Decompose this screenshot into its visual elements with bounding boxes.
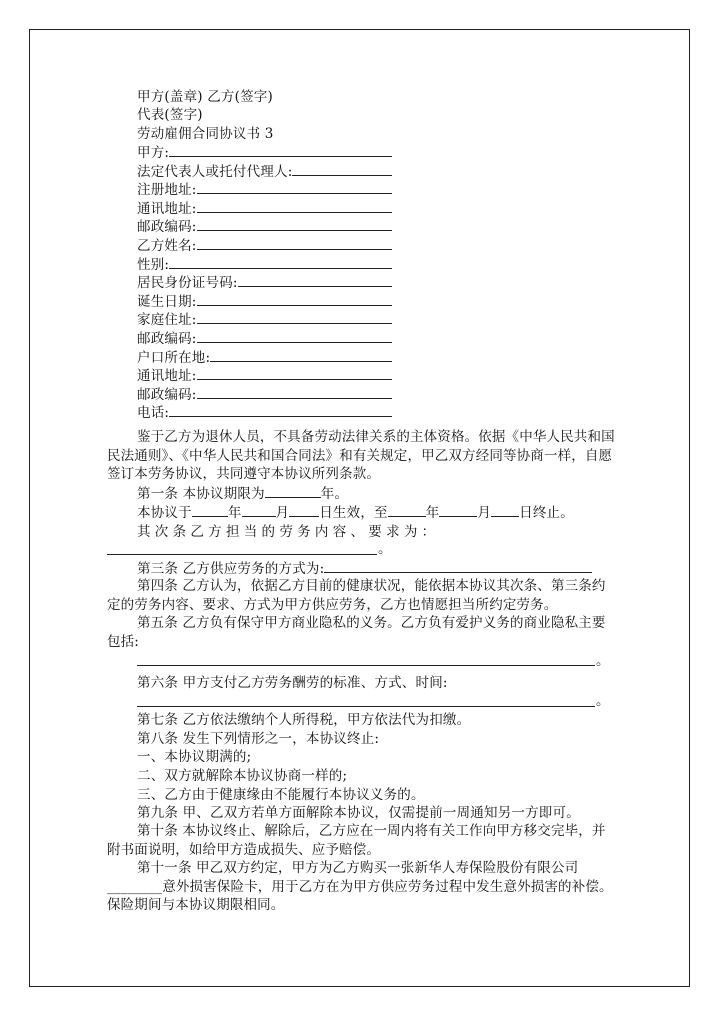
form-field-row <box>137 217 392 236</box>
form-field-blank[interactable] <box>169 143 392 157</box>
form-field-blank[interactable] <box>197 329 392 343</box>
article-2: 其 次 条 乙 方 担 当 的 劳 务 内 容 、 要 求 为 ： <box>137 524 436 540</box>
article-8-item-1: 一、本协议期满的; <box>137 749 252 765</box>
document-title: 劳动雇佣合同协议书 3 <box>137 126 274 142</box>
form-field-row <box>137 385 392 404</box>
signature-line-1: 甲方(盖章) 乙方(签字) <box>137 89 273 105</box>
article-10: 第十条 本协议终止、解除后，乙方应在一周内将有关工作向甲方移交完毕，并附书面说明，如给甲方造成损失、应予赔偿。 <box>107 823 606 858</box>
form-field-label: 乙方姓名: <box>137 238 197 254</box>
form-field-blank[interactable] <box>197 199 392 213</box>
article-1-suffix: 年。 <box>320 486 349 502</box>
form-field-label: 注册地址: <box>137 182 197 199</box>
article-1-text: 第一条 本协议期限为 <box>137 486 265 502</box>
form-field-label: 邮政编码: <box>137 331 197 347</box>
form-field-blank[interactable] <box>197 385 392 399</box>
article-4: 第四条 乙方认为，依据乙方目前的健康状况，能依据本协议其次条、第三条约定的劳务内容、要求、方式为甲方供应劳务，乙方也情愿担当所约定劳务。 <box>107 578 606 613</box>
form-field-row <box>137 236 392 255</box>
term-text-c: 月 <box>275 505 290 521</box>
article-1 <box>137 484 348 503</box>
form-field-blank[interactable] <box>169 403 392 417</box>
start-year-blank[interactable] <box>192 503 228 517</box>
term-text-a: 本协议于 <box>137 505 192 521</box>
form-field-blank[interactable] <box>169 255 392 269</box>
article-2-blank[interactable] <box>107 554 377 555</box>
form-field-blank[interactable] <box>292 162 392 176</box>
form-field-blank[interactable] <box>197 366 392 380</box>
form-field-blank[interactable] <box>197 180 392 194</box>
end-year-blank[interactable] <box>388 503 426 517</box>
form-field-label: 户口所在地: <box>137 349 211 366</box>
form-field-blank[interactable] <box>197 310 392 324</box>
form-field-blank[interactable] <box>197 217 392 231</box>
form-field-label: 通讯地址: <box>137 368 197 385</box>
form-field-label: 通讯地址: <box>137 200 197 217</box>
article-6: 第六条 甲方支付乙方劳务酬劳的标准、方式、时间: <box>137 675 448 691</box>
form-field-row <box>137 273 392 292</box>
article-6-blank[interactable] <box>137 706 595 707</box>
article-3-blank[interactable] <box>324 559 592 573</box>
form-field-label: 邮政编码: <box>137 386 197 403</box>
form-field-row <box>137 329 392 348</box>
form-field-row <box>137 255 392 274</box>
article-5: 第五条 乙方负有保守甲方商业隐私的义务。乙方负有爱护义务的商业隐私主要包括: <box>107 615 606 650</box>
form-field-row <box>137 143 392 162</box>
form-field-label: 法定代表人或托付代理人: <box>137 163 293 180</box>
form-field-label: 居民身份证号码: <box>137 275 238 292</box>
start-month-blank[interactable] <box>242 503 276 517</box>
signature-line-2: 代表(签字) <box>137 107 203 123</box>
article-6-end: 。 <box>596 693 610 709</box>
form-field-row <box>137 180 392 199</box>
form-field-row <box>137 403 392 422</box>
end-day-blank[interactable] <box>491 503 519 517</box>
term-text-f: 月 <box>477 505 492 521</box>
article-7: 第七条 乙方依法缴纳个人所得税，甲方依法代为扣缴。 <box>137 712 471 728</box>
end-month-blank[interactable] <box>439 503 477 517</box>
form-field-label: 甲方: <box>137 145 170 161</box>
term-text-g: 日终止。 <box>519 505 574 521</box>
form-field-label: 诞生日期: <box>137 293 197 310</box>
preamble-paragraph: 鉴于乙方为退休人员，不具备劳动法律关系的主体资格。依据《中华人民共和国民法通则》、《中华人民共和国合同法》和有关规定，甲乙双方经同等协商一样，自愿签订本劳务协议，共同遵守本协议所列条款。 <box>107 429 615 483</box>
form-field-blank[interactable] <box>210 348 392 362</box>
term-text-e: 年 <box>425 505 440 521</box>
form-field-label: 性别: <box>137 256 170 273</box>
form-field-blank[interactable] <box>197 292 392 306</box>
form-field-label: 家庭住址: <box>137 312 197 329</box>
form-field-blank[interactable] <box>238 273 392 287</box>
form-field-row <box>137 292 392 311</box>
article-5-blank[interactable] <box>137 665 595 666</box>
article-8-item-3: 三、乙方由于健康缘由不能履行本协议义务的。 <box>137 787 425 803</box>
term-line <box>137 503 574 522</box>
form-field-row <box>137 199 392 218</box>
form-field-label: 邮政编码: <box>137 219 197 236</box>
form-field-row <box>137 366 392 385</box>
term-years-blank[interactable] <box>265 484 321 498</box>
article-9: 第九条 甲、乙双方若单方面解除本协议，仅需提前一周通知另一方即可。 <box>137 805 580 821</box>
article-3 <box>137 559 592 578</box>
form-field-row <box>137 348 392 367</box>
term-text-d: 日生效，至 <box>319 505 388 521</box>
article-8-item-2: 二、双方就解除本协议协商一样的; <box>137 768 348 784</box>
article-2-end: 。 <box>378 541 392 557</box>
article-11: 第十一条 甲乙双方约定，甲方为乙方购买一张新华人寿保险股份有限公司________意外损害保险卡，用于乙方在为甲方供应劳务过程中发生意外损害的补偿。保险期间与本协议期限相同。 <box>107 860 613 914</box>
term-text-b: 年 <box>227 505 242 521</box>
article-5-end: 。 <box>596 653 610 669</box>
form-field-blank[interactable] <box>197 236 392 250</box>
form-field-row <box>137 310 392 329</box>
article-3-text: 第三条 乙方供应劳务的方式为: <box>137 561 325 577</box>
form-field-row <box>137 162 392 181</box>
form-field-label: 电话: <box>137 405 170 422</box>
article-8: 第八条 发生下列情形之一，本协议终止: <box>137 731 380 747</box>
start-day-blank[interactable] <box>289 503 319 517</box>
